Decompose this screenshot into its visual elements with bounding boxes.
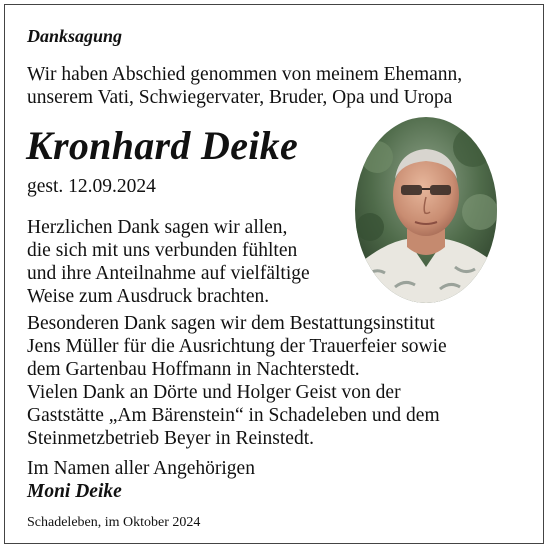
- thanks-text: [27, 216, 357, 308]
- special-thanks-line: dem Gartenbau Hoffmann in Nachterstedt.: [27, 359, 360, 380]
- special-thanks-line: Vielen Dank an Dörte und Holger Geist von der: [27, 382, 401, 403]
- intro-text: [27, 63, 527, 109]
- thanks-line: Herzlichen Dank sagen wir allen,: [27, 217, 288, 238]
- signer-name: Moni Deike: [27, 481, 122, 502]
- special-thanks-line: Besonderen Dank sagen wir dem Bestattungsinstitut: [27, 313, 435, 334]
- thanks-line: Weise zum Ausdruck brachten.: [27, 286, 270, 307]
- notice-heading: Danksagung: [27, 26, 123, 46]
- intro-line: Wir haben Abschied genommen von meinem Ehemann,: [27, 64, 463, 85]
- signoff-text: Im Namen aller Angehörigen: [27, 458, 255, 479]
- place-date: Schadeleben, im Oktober 2024: [27, 515, 201, 530]
- deceased-name: Kronhard Deike: [26, 123, 299, 168]
- special-thanks-line: Steinmetzbetrieb Beyer in Reinstedt.: [27, 428, 315, 449]
- thanks-line: und ihre Anteilnahme auf vielfältige: [27, 263, 310, 284]
- special-thanks-line: Gaststätte „Am Bärenstein“ in Schadeleben und dem: [27, 405, 440, 426]
- intro-line: unserem Vati, Schwiegervater, Bruder, Opa und Uropa: [27, 87, 453, 108]
- portrait-photo: [355, 117, 497, 303]
- special-thanks-line: Jens Müller für die Ausrichtung der Trauerfeier sowie: [27, 336, 447, 357]
- date-of-death: gest. 12.09.2024: [27, 176, 156, 197]
- thanks-line: die sich mit uns verbunden fühlten: [27, 240, 298, 261]
- special-thanks-text: [27, 312, 532, 450]
